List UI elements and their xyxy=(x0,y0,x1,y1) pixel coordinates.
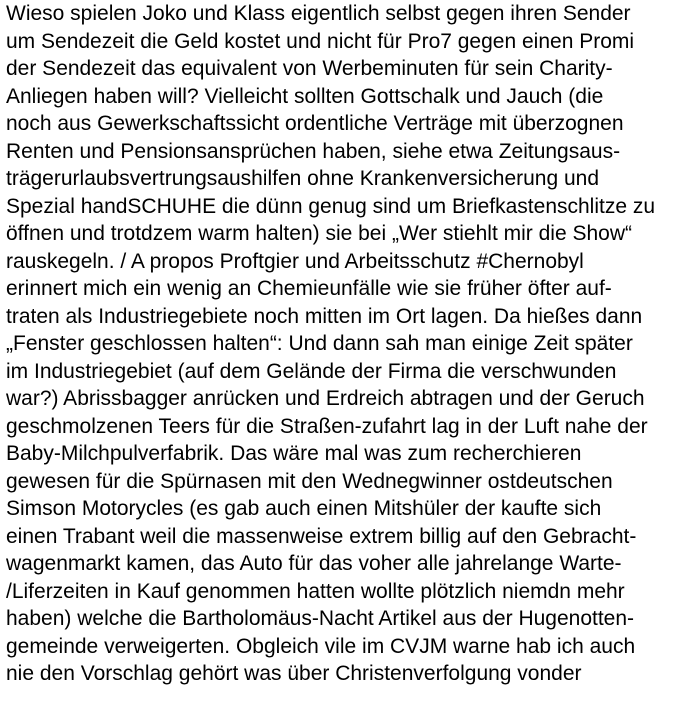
text-line: im Industriegebiet (auf dem Gelände der Firma die verschwunden xyxy=(6,359,617,383)
text-line: Simson Motorycles (es gab auch einen Mitshüler der kaufte sich xyxy=(6,497,602,520)
text-line: öffnen und trotdzem warm halten) sie bei „Wer stiehlt mir die Show“ xyxy=(6,222,632,245)
text-line: erinnert mich ein wenig an Chemieunfälle wie sie früher öfter auf- xyxy=(6,277,612,300)
text-line: nie den Vorschlag gehört was über Christenverfolgung vonder xyxy=(6,662,582,685)
text-line: um Sendezeit die Geld kostet und nicht für Pro7 gegen einen Promi xyxy=(6,29,635,53)
text-line: rauskegeln. / A propos Proftgier und Arbeitsschutz #Chernobyl xyxy=(6,249,584,273)
text-line: Wieso spielen Joko und Klass eigentlich selbst gegen ihren Sender xyxy=(6,2,631,25)
document-text xyxy=(6,0,682,688)
text-line: Anliegen haben will? Vielleicht sollten Gottschalk und Jauch (die xyxy=(6,84,604,108)
text-line: Baby-Milchpulverfabrik. Das wäre mal was zum recherchieren xyxy=(6,442,582,465)
text-line: „Fenster geschlossen halten“: Und dann sah man einige Zeit später xyxy=(6,332,633,355)
text-line: trägerurlaubsvertrungsaushilfen ohne Krankenversicherung und xyxy=(6,167,600,190)
text-line: Spezial handSCHUHE die dünn genug sind um Briefkastenschlitze zu xyxy=(6,194,656,218)
text-line: gewesen für die Spürnasen mit den Wednegwinner ostdeutschen xyxy=(6,469,613,493)
text-line: geschmolzenen Teers für die Straßen-zufahrt lag in der Luft nahe der xyxy=(6,414,648,438)
text-line: haben) welche die Bartholomäus-Nacht Artikel aus der Hugenotten- xyxy=(6,607,635,630)
text-line: der Sendezeit das equivalent von Werbeminuten für sein Charity- xyxy=(6,57,613,80)
text-line: traten als Industriegebiete noch mitten im Ort lagen. Da hießes dann xyxy=(6,304,643,328)
text-line: war?) Abrissbagger anrücken und Erdreich abtragen und der Geruch xyxy=(6,387,645,410)
text-line: noch aus Gewerkschaftssicht ordentliche Verträge mit überzognen xyxy=(6,112,624,135)
text-line: wagenmarkt kamen, das Auto für das voher alle jahrelange Warte- xyxy=(6,552,622,575)
text-line: gemeinde verweigerten. Obgleich vile im CVJM warne hab ich auch xyxy=(6,634,636,658)
text-line: einen Trabant weil die massenweise extrem billig auf den Gebracht- xyxy=(6,524,637,548)
text-line: /Liferzeiten in Kauf genommen hatten wollte plötzlich niemdn mehr xyxy=(6,579,625,603)
text-line: Renten und Pensionsansprüchen haben, siehe etwa Zeitungsaus- xyxy=(6,139,621,163)
